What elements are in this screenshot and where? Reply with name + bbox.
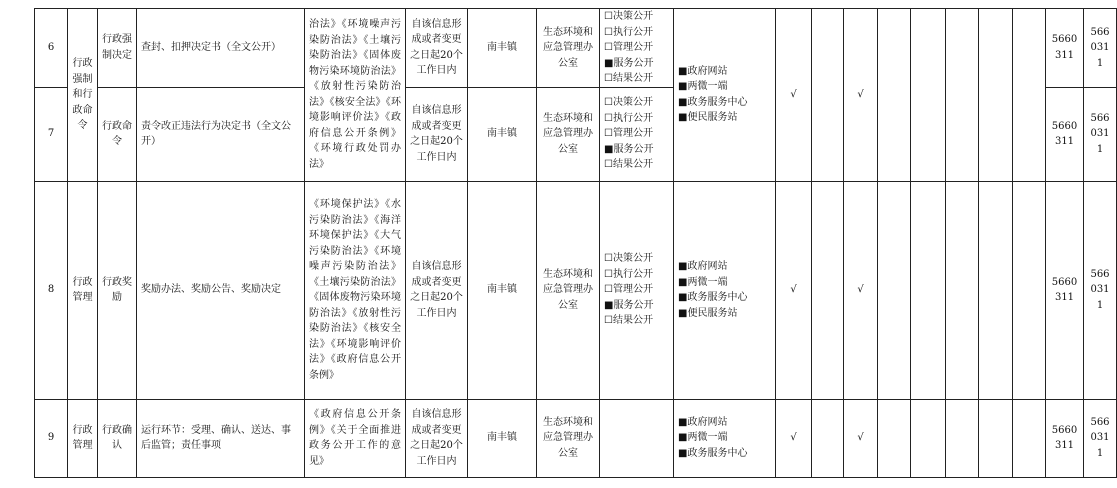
- code-value: 5660311: [1046, 9, 1084, 88]
- channel-item: ■便民服务站: [678, 307, 738, 319]
- channel-item: ■两微一端: [678, 81, 728, 93]
- disclosure-timeframe: 自该信息形成或者变更之日起20个工作日内: [406, 181, 468, 399]
- disclosure-table: [34, 8, 1117, 478]
- channel-item: ■便民服务站: [678, 112, 738, 124]
- item-subtype: 行政奖励: [98, 181, 137, 399]
- item-type: 行政管理: [68, 399, 98, 477]
- option-item: ☐执行公开: [604, 26, 653, 38]
- item-content: 运行环节：受理、确认、送达、事后监管；责任事项: [137, 399, 305, 477]
- item-content: 责令改正违法行为决定书（全文公开）: [137, 87, 305, 181]
- channel-item: ■政务服务中心: [678, 96, 748, 108]
- town: 南丰镇: [468, 9, 537, 88]
- table-row: [35, 399, 1117, 477]
- item-content: 查封、扣押决定书（全文公开）: [137, 9, 305, 88]
- check-mark: √: [844, 9, 878, 182]
- disclosure-options: [600, 181, 674, 399]
- legal-basis: 治法》《环境噪声污染防治法》《土壤污染防治法》《固体废物污染环境防治法》《放射性污染防治法》《核安全法》《环境影响评价法》《政府信息公开条例》《环境行政处罚办法》: [305, 9, 406, 182]
- channel-item: ■两微一端: [678, 276, 728, 288]
- option-item: ☐管理公开: [604, 284, 653, 296]
- disclosure-options: [600, 9, 674, 88]
- option-item: ☐管理公开: [604, 42, 653, 53]
- option-item: ☐结果公开: [604, 159, 653, 171]
- code-value: 5660311: [1046, 181, 1084, 399]
- option-item: ■服务公开: [604, 299, 654, 311]
- town: 南丰镇: [468, 399, 537, 477]
- responsible-dept: 生态环境和应急管理办公室: [537, 399, 600, 477]
- check-mark: √: [776, 399, 812, 477]
- disclosure-channels: [674, 399, 776, 477]
- disclosure-timeframe: 自该信息形成或者变更之日起20个工作日内: [406, 399, 468, 477]
- disclosure-timeframe: 自该信息形成或者变更之日起20个工作日内: [406, 9, 468, 88]
- option-item: ☐执行公开: [604, 268, 653, 280]
- responsible-dept: 生态环境和应急管理办公室: [537, 9, 600, 88]
- row-number: 8: [35, 181, 68, 399]
- responsible-dept: 生态环境和应急管理办公室: [537, 87, 600, 181]
- option-item: ☐决策公开: [604, 253, 653, 265]
- code-value: 5660311: [1084, 87, 1117, 181]
- row-number: 6: [35, 9, 68, 88]
- item-content: 奖励办法、奖励公告、奖励决定: [137, 181, 305, 399]
- table-row: [35, 181, 1117, 399]
- disclosure-options: [600, 87, 674, 181]
- item-type: 行政强制和行政命令: [68, 9, 98, 182]
- option-item: ■服务公开: [604, 143, 654, 155]
- legal-basis: 《政府信息公开条例》《关于全面推进政务公开工作的意见》: [305, 399, 406, 477]
- responsible-dept: 生态环境和应急管理办公室: [537, 181, 600, 399]
- code-value: 5660311: [1084, 9, 1117, 88]
- channel-item: ■政府网站: [678, 65, 728, 77]
- channel-item: ■两微一端: [678, 432, 728, 444]
- check-mark: √: [776, 181, 812, 399]
- town: 南丰镇: [468, 87, 537, 181]
- option-item: ☐结果公开: [604, 73, 653, 84]
- disclosure-channels: [674, 181, 776, 399]
- code-value: 5660311: [1084, 399, 1117, 477]
- code-value: 5660311: [1046, 87, 1084, 181]
- option-item: ☐管理公开: [604, 128, 653, 140]
- item-subtype: 行政命令: [98, 87, 137, 181]
- town: 南丰镇: [468, 181, 537, 399]
- table-row: [35, 9, 1117, 88]
- option-item: ☐决策公开: [604, 11, 653, 22]
- channel-item: ■政务服务中心: [678, 292, 748, 303]
- code-value: 5660311: [1046, 399, 1084, 477]
- item-subtype: 行政强制决定: [98, 9, 137, 88]
- option-item: ☐决策公开: [604, 97, 653, 109]
- channel-item: ■政务服务中心: [678, 447, 748, 459]
- row-number: 7: [35, 87, 68, 181]
- check-mark: √: [844, 399, 878, 477]
- item-type: 行政管理: [68, 181, 98, 399]
- option-item: ☐结果公开: [604, 315, 653, 327]
- option-item: ☐执行公开: [604, 112, 653, 124]
- check-mark: √: [844, 181, 878, 399]
- option-item: ■服务公开: [604, 57, 654, 69]
- channel-item: ■政府网站: [678, 261, 728, 272]
- check-mark: √: [776, 9, 812, 182]
- item-subtype: 行政确认: [98, 399, 137, 477]
- channel-item: ■政府网站: [678, 416, 728, 428]
- code-value: 5660311: [1084, 181, 1117, 399]
- legal-basis: 《环境保护法》《水污染防治法》《海洋环境保护法》《大气污染防治法》《环境噪声污染防治法》《土壤污染防治法》《固体废物污染环境防治法》《放射性污染防治法》《核安全法》《环境影响评价法》《政府信息公开条例》: [305, 181, 406, 399]
- disclosure-timeframe: 自该信息形成或者变更之日起20个工作日内: [406, 87, 468, 181]
- disclosure-channels: [674, 9, 776, 182]
- row-number: 9: [35, 399, 68, 477]
